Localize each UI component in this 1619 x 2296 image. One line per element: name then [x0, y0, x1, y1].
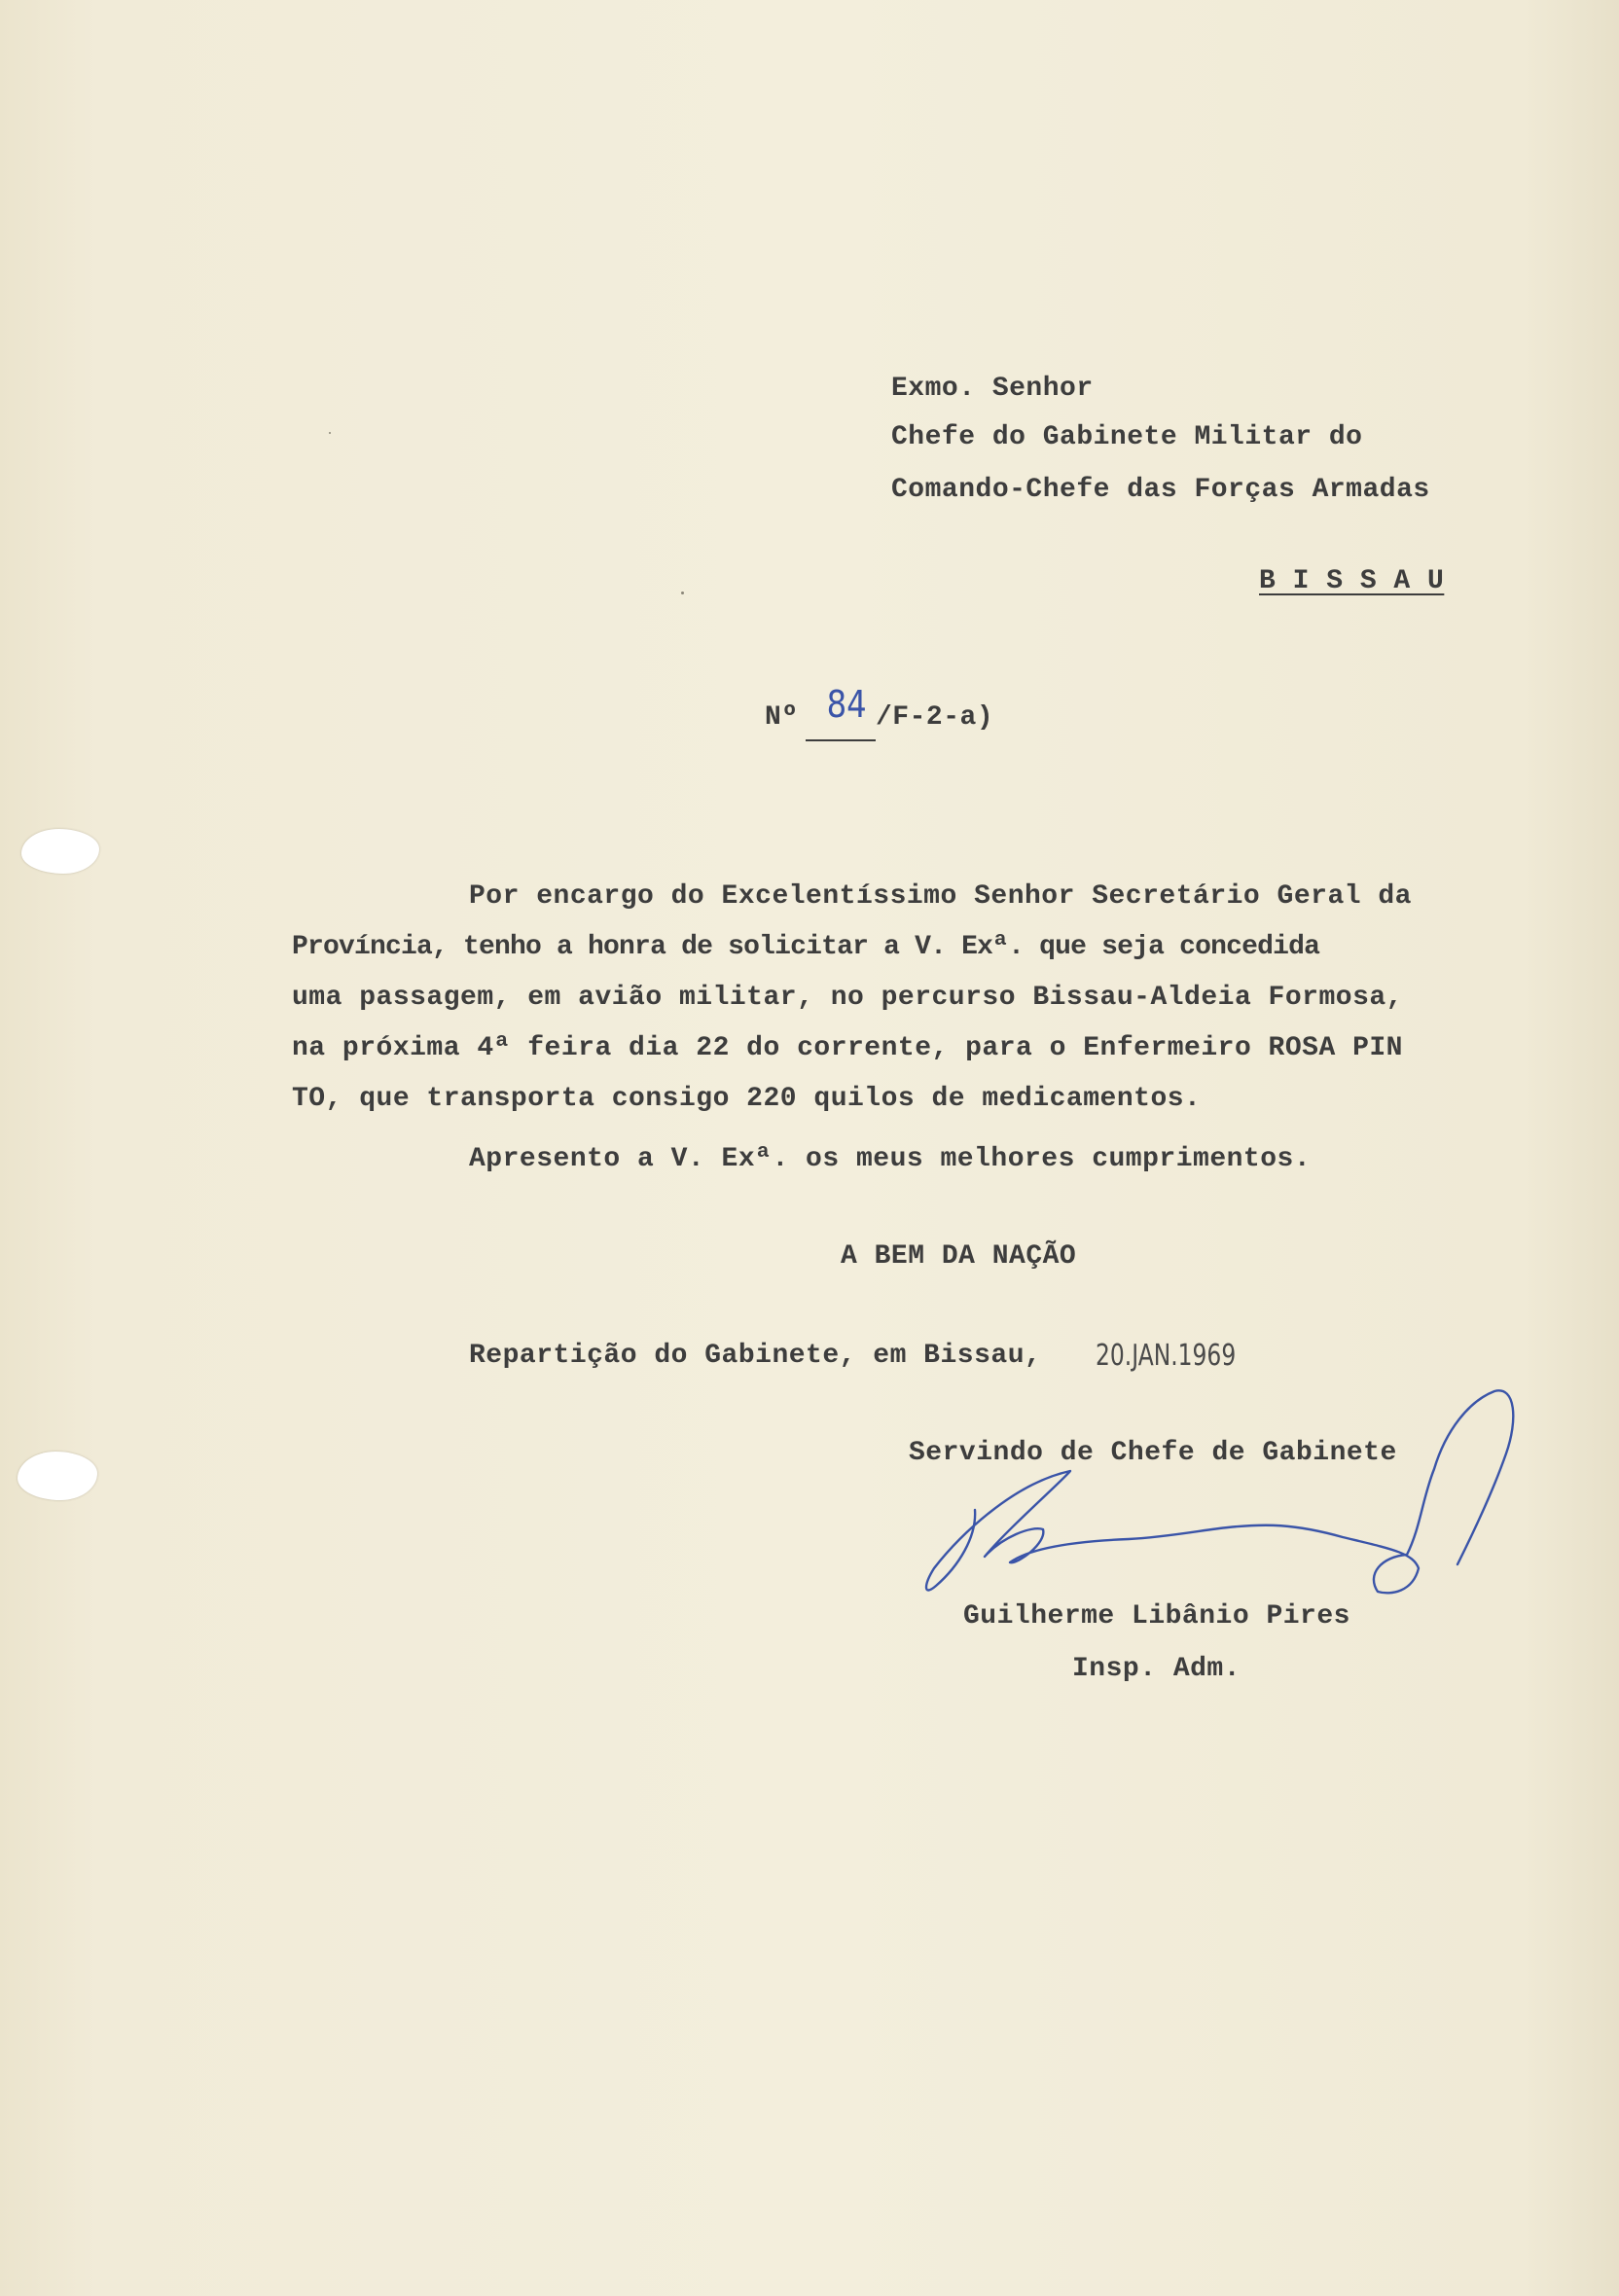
body-line-3: uma passagem, em avião militar, no percurso Bissau-Aldeia Formosa,: [292, 983, 1403, 1013]
addressee-line-3: Comando-Chefe das Forças Armadas: [891, 475, 1430, 505]
signature-role: Servindo de Chefe de Gabinete: [909, 1438, 1397, 1468]
addressee-line-1: Exmo. Senhor: [891, 374, 1094, 404]
place-line: Repartição do Gabinete, em Bissau,: [469, 1341, 1042, 1371]
body-line-5: TO, que transporta consigo 220 quilos de medicamentos.: [292, 1084, 1202, 1114]
body-closing: Apresento a V. Exª. os meus melhores cumprimentos.: [469, 1144, 1312, 1174]
body-line-4: na próxima 4ª feira dia 22 do corrente, para o Enfermeiro ROSA PIN: [292, 1033, 1403, 1063]
motto: A BEM DA NAÇÃO: [841, 1241, 1077, 1272]
reference-prefix: Nº: [765, 702, 799, 733]
reference-number-handwritten: 84: [826, 683, 867, 726]
signatory-name: Guilherme Libânio Pires: [963, 1601, 1350, 1632]
body-line-1: Por encargo do Excelentíssimo Senhor Secretário Geral da: [469, 881, 1412, 912]
reference-suffix: /F-2-a): [876, 702, 994, 733]
addressee-line-2: Chefe do Gabinete Militar do: [891, 422, 1363, 452]
signatory-title: Insp. Adm.: [1072, 1654, 1241, 1684]
date-stamp: 20.JAN.1969: [1096, 1339, 1237, 1373]
addressee-city: B I S S A U: [1259, 566, 1445, 596]
body-line-2: Província, tenho a honra de solicitar a V. Exª. que seja concedida: [292, 932, 1320, 962]
